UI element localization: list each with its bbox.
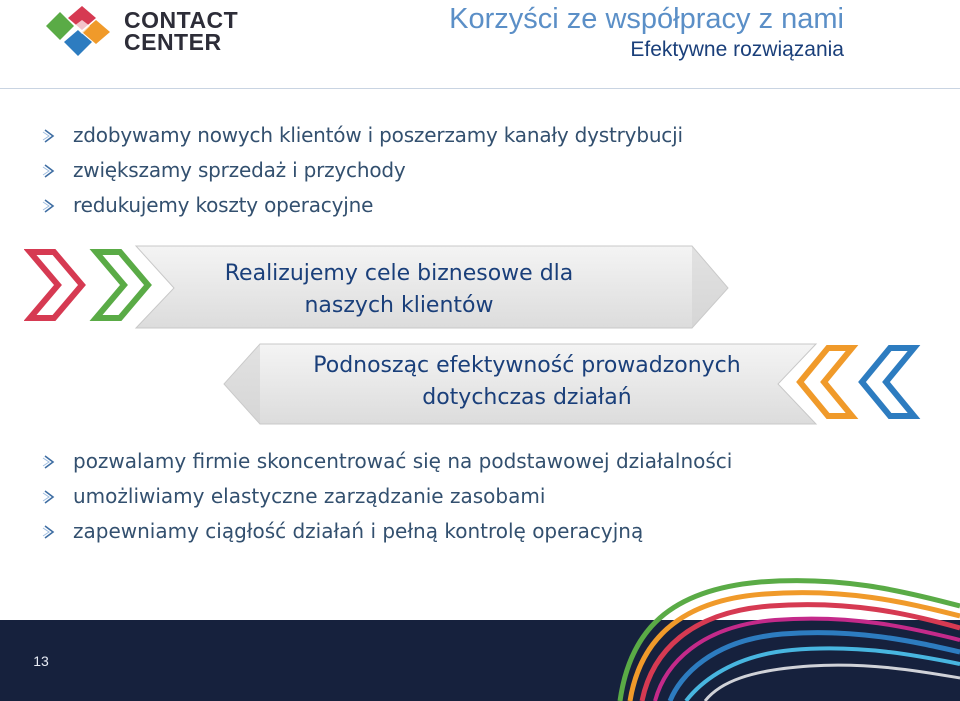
chevron-right-icon [42, 129, 56, 143]
logo-line-1: CONTACT [124, 7, 239, 33]
page-number: 13 [33, 653, 49, 669]
slide-title: Korzyści ze współpracy z nami [449, 3, 844, 35]
list-item [40, 514, 732, 549]
banner-efficiency-line-1: Podnosząc efektywność prowadzonych [313, 353, 741, 378]
slide-subtitle: Efektywne rozwiązania [630, 38, 844, 61]
banner-efficiency [222, 338, 932, 438]
chevron-green-icon [96, 252, 148, 318]
chevron-right-icon [42, 199, 56, 213]
banner-efficiency-text [282, 350, 772, 414]
chevron-right-icon [42, 164, 56, 178]
logo-mark [38, 6, 122, 58]
banner-efficiency-line-2: dotychczas działań [422, 385, 632, 410]
banner-goals-line-1: Realizujemy cele biznesowe dla [224, 261, 574, 286]
decorative-swoosh [560, 570, 960, 701]
bullet-text: zwiększamy sprzedaż i przychody [73, 158, 406, 182]
list-item [40, 188, 683, 223]
chevron-orange-icon [800, 348, 852, 416]
header-divider [0, 88, 960, 89]
list-item [40, 153, 683, 188]
bottom-bullet-list [40, 444, 732, 549]
bullet-text: umożliwiamy elastyczne zarządzanie zasobami [73, 484, 546, 508]
bullet-text: zapewniamy ciągłość działań i pełną kontrolę operacyjną [73, 519, 644, 543]
top-bullet-list [40, 118, 683, 223]
banner-goals [24, 238, 734, 338]
bullet-text: zdobywamy nowych klientów i poszerzamy kanały dystrybucji [73, 123, 683, 147]
chevron-blue-icon [862, 348, 914, 416]
slide-header [449, 2, 844, 64]
bullet-text: pozwalamy firmie skoncentrować się na podstawowej działalności [73, 449, 733, 473]
banner-goals-text [174, 258, 624, 322]
logo [38, 6, 248, 58]
bullet-text: redukujemy koszty operacyjne [73, 193, 374, 217]
chevron-right-icon [42, 490, 56, 504]
chevron-right-icon [42, 455, 56, 469]
chevron-right-icon [42, 525, 56, 539]
chevron-red-icon [30, 252, 82, 318]
logo-line-2: CENTER [124, 29, 222, 55]
banner-goals-line-2: naszych klientów [304, 293, 494, 318]
list-item [40, 444, 732, 479]
list-item [40, 479, 732, 514]
logo-wordmark [124, 9, 238, 53]
list-item [40, 118, 683, 153]
